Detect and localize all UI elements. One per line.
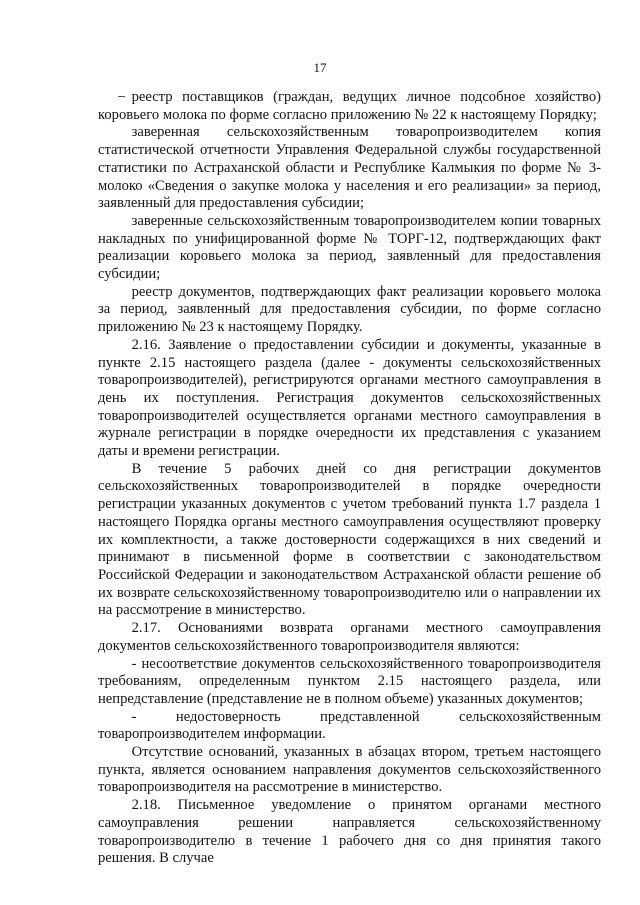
page-number: 17 (313, 60, 327, 75)
paragraph-unreliability: - недостоверность представленной сельскохозяйственным товаропроизводителем информации. (98, 708, 601, 743)
paragraph-2-18: 2.18. Письменное уведомление о принятом органами местного самоуправления решении направляется сельскохозяйственному товаропроизводителю в течение 1 рабочего дня со дня принятия такого решения. В случае (98, 797, 601, 867)
paragraph-absence-of-grounds: Отсутствие оснований, указанных в абзацах втором, третьем настоящего пункта, является основанием направления документов сельскохозяйственного товаропроизводителя на рассмотрение в министерство. (98, 744, 601, 796)
paragraph-2-16: 2.16. Заявление о предоставлении субсидии и документы, указанные в пункте 2.15 настоящего раздела (далее - документы сельскохозяйственных товаропроизводителей), регистрируются органами местного самоуправления в день их поступления. Регистрация документов сельскохозяйственных товаропроизводителей осуществляется органами местного самоуправления в журнале регистрации в порядке очередности их представления с указанием даты и времени регистрации. (98, 336, 601, 460)
paragraph-review-period: В течение 5 рабочих дней со дня регистрации документов сельскохозяйственных товаропроизводителей в порядке очередности регистрации указанных документов с учетом требований пункта 1.7 раздела 1 настоящего Порядка органы местного самоуправления осуществляют проверку их комплектности, а также достоверности содержащихся в них сведений и принимают в письменной форме в соответствии с законодательством Российской Федерации и законодательством Астраханской области решение об их возврате сельскохозяйственному товаропроизводителю или о направлении их на рассмотрение в министерство. (98, 460, 601, 619)
paragraph-invoice-copies: заверенные сельскохозяйственным товаропроизводителем копии товарных накладных по унифицированной форме № ТОРГ-12, подтверждающих факт реализации коровьего молока за период, заявленный для предоставления субсидии; (98, 212, 601, 283)
paragraph-suppliers-registry: реестр поставщиков (граждан, ведущих личное подсобное хозяйство) коровьего молока по форме согласно приложению № 22 к настоящему Порядку; (98, 89, 601, 123)
document-body (98, 89, 601, 868)
paragraph-statistics-copy: заверенная сельскохозяйственным товаропроизводителем копия статистической отчетности Управления Федеральной службы государственной статистики по Астраханской области и Республике Калмыкия по форме № 3-молоко «Сведения о закупке молока у населения и его реализации» за период, заявленный для предоставления субсидии; (98, 124, 601, 212)
paragraph-nonconformity: - несоответствие документов сельскохозяйственного товаропроизводителя требованиям, определенным пунктом 2.15 настоящего раздела, или непредставление (представление не в полном объеме) указанных документов; (98, 655, 601, 707)
paragraph-2-17: 2.17. Основаниями возврата органами местного самоуправления документов сельскохозяйственного товаропроизводителя являются: (98, 620, 601, 654)
paragraph-documents-registry: реестр документов, подтверждающих факт реализации коровьего молока за период, заявленный для предоставления субсидии, по форме согласно приложению № 23 к настоящему Порядку. (98, 283, 601, 336)
